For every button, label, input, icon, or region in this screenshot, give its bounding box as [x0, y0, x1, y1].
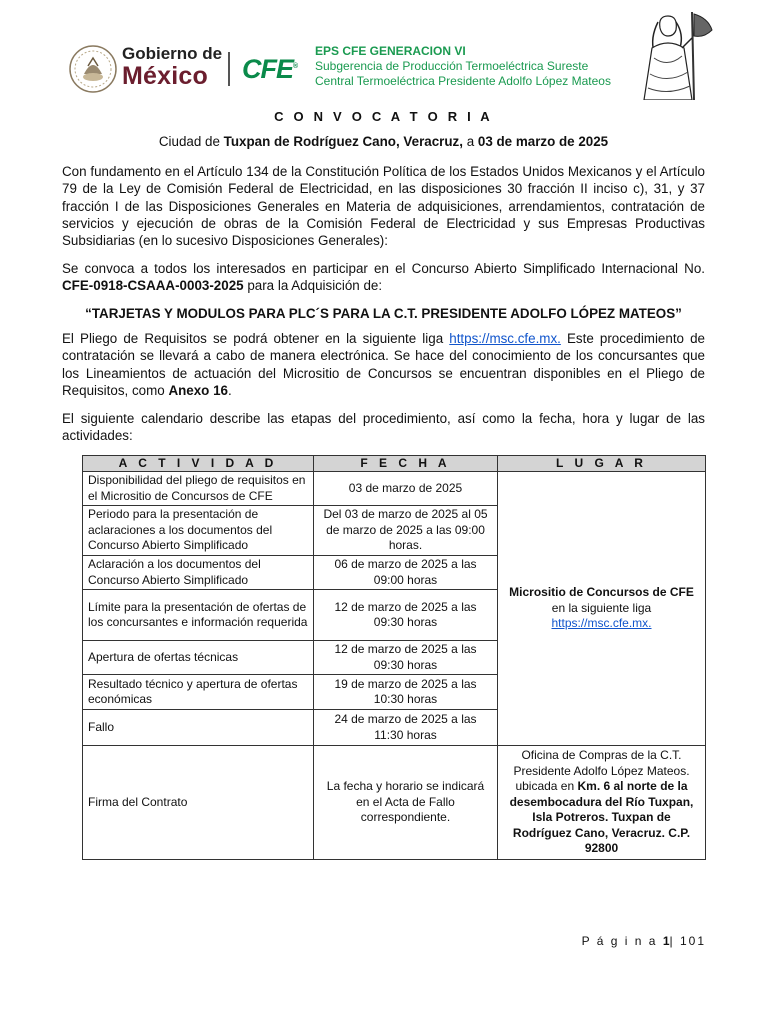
cell-actividad: Límite para la presentación de ofertas de los concursantes e información requerida [83, 590, 314, 641]
city-prefix: Ciudad de [158, 134, 224, 150]
cell-actividad: Resultado técnico y apertura de ofertas económicas [83, 675, 314, 710]
document-body [62, 108, 705, 860]
schedule-table [82, 455, 706, 861]
cfe-logo-text: CFE [242, 54, 293, 84]
gob-line1: Gobierno de [122, 44, 223, 63]
gob-line2: México [122, 62, 208, 90]
lugar-micrositio-title: Micrositio de Concursos de CFE [509, 585, 694, 600]
pliego-period: . [227, 383, 232, 399]
header-fecha: F E C H A [314, 455, 498, 472]
cell-fecha: 06 de marzo de 2025 a las 09:00 horas [314, 556, 498, 590]
cell-actividad: Fallo [83, 710, 314, 746]
eps-block [315, 44, 611, 89]
city-name: Tuxpan de Rodríguez Cano, Veracruz, [223, 134, 463, 150]
convoca-text: Se convoca a todos los interesados en participar en el Concurso Abierto Simplificado Internacional No. [62, 260, 705, 276]
paragraph-convoca [62, 260, 705, 295]
table-row [83, 746, 706, 860]
cell-fecha: 03 de marzo de 2025 [314, 472, 498, 506]
table-header-row [83, 455, 706, 472]
lugar-micrositio-text: en la siguiente liga [551, 600, 652, 615]
heroine-illustration-icon [630, 8, 715, 100]
anexo-label: Anexo 16 [168, 383, 228, 399]
footer-label: P á g i n a [581, 934, 658, 948]
eps-subtitle-2: Central Termoeléctrica Presidente Adolfo López Mateos [315, 74, 611, 88]
city-date: 03 de marzo de 2025 [477, 134, 609, 150]
cell-fecha: Del 03 de marzo de 2025 al 05 de marzo de 2025 a las 09:00 horas. [314, 506, 498, 556]
procurement-subject: “TARJETAS Y MODULOS PARA PLC´S PARA LA C.T. PRESIDENTE ADOLFO LÓPEZ MATEOS” [85, 305, 682, 321]
gobierno-logo [122, 45, 222, 89]
footer-total-pages: 101 [679, 934, 706, 948]
cell-lugar-micrositio [498, 472, 706, 746]
footer-separator: | [669, 934, 675, 948]
city-date-line [62, 133, 705, 150]
cell-fecha: 12 de marzo de 2025 a las 09:30 horas [314, 590, 498, 641]
paragraph-calendario: El siguiente calendario describe las etapas del procedimiento, así como la fecha, hora y lugar de las actividades: [62, 410, 705, 444]
paragraph-pliego [62, 330, 705, 400]
pliego-text: El Pliego de Requisitos se podrá obtener en la siguiente liga [62, 331, 450, 347]
convoca-text-end: para la Adquisición de: [243, 278, 383, 294]
paragraph-fundamento: Con fundamento en el Artículo 134 de la Constitución Política de los Estados Unidos Mexicanos y el Artículo 79 de la Ley de Comisión Federal de Electricidad, en las disposiciones 30 fracción II inciso c), 31, y 37 fracción I de las Disposiciones Generales en Materia de adquisiciones, arrendamientos, contratación de servicios y ejecución de obras de la Comisión Federal de Electricidad y sus Empresas Productivas Subsidiarias (en lo sucesivo Disposiciones Generales): [62, 163, 705, 249]
footer-page-number: 1 [662, 934, 670, 948]
cell-actividad: Disponibilidad del pliego de requisitos en el Micrositio de Concursos de CFE [83, 472, 314, 506]
cell-actividad: Aclaración a los documentos del Concurso Abierto Simplificado [83, 556, 314, 590]
cell-actividad: Periodo para la presentación de aclaraciones a los documentos del Concurso Abierto Simplificado [83, 506, 314, 556]
lugar-msc-link[interactable]: https://msc.cfe.mx. [551, 616, 652, 631]
header-lugar: L U G A R [498, 455, 706, 472]
page-footer [582, 934, 706, 948]
logo-divider [228, 52, 230, 86]
eps-title: EPS CFE GENERACION VI [315, 44, 466, 58]
msc-link[interactable]: https://msc.cfe.mx. [449, 331, 561, 347]
header-actividad: A C T I V I D A D [83, 455, 314, 472]
table-row [83, 472, 706, 506]
page-header [0, 0, 768, 110]
cell-fecha: La fecha y horario se indicará en el Acta de Fallo correspondiente. [314, 746, 498, 860]
mexico-coat-of-arms-icon [68, 44, 118, 94]
eps-subtitle-1: Subgerencia de Producción Termoeléctrica Sureste [315, 59, 589, 73]
cell-fecha: 19 de marzo de 2025 a las 10:30 horas [314, 675, 498, 710]
document-title: C O N V O C A T O R I A [274, 109, 493, 124]
city-mid: a [462, 134, 478, 150]
lugar-oficina-text: Oficina de Compras de la C.T. Presidente Adolfo López Mateos. ubicada en [513, 748, 690, 794]
concurso-number: CFE-0918-CSAAA-0003-2025 [62, 278, 244, 294]
cell-fecha: 12 de marzo de 2025 a las 09:30 horas [314, 641, 498, 675]
lugar-oficina-address: Km. 6 al norte de la desembocadura del Río Tuxpan, Isla Potreros. Tuxpan de Rodríguez Cano, Veracruz. C.P. 92800 [509, 779, 694, 856]
cell-actividad: Apertura de ofertas técnicas [83, 641, 314, 675]
pliego-text-2: Este procedimiento de contratación se llevará a cabo de manera electrónica. Se hace del conocimiento de los concursantes que los Lineamientos de actuación del Micrositio de Concursos se encuentran disponibles en el Pliego de Requisitos, como [62, 331, 705, 399]
cell-fecha: 24 de marzo de 2025 a las 11:30 horas [314, 710, 498, 746]
cfe-logo: CFE® [242, 54, 299, 84]
cell-actividad: Firma del Contrato [83, 746, 314, 860]
cell-lugar-oficina [498, 746, 706, 860]
